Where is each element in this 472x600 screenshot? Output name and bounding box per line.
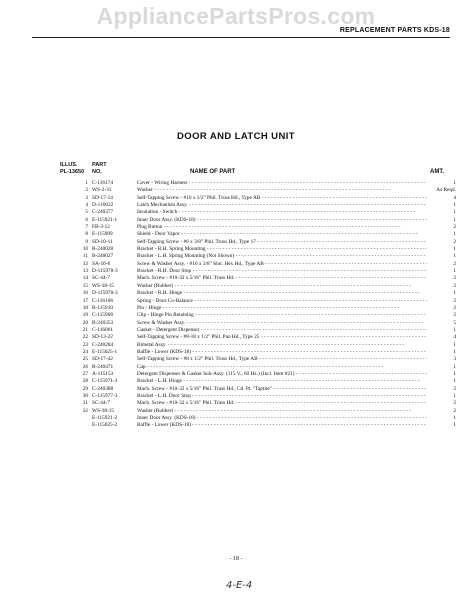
part-name: Clip - Hinge Pin Retaining - - -	[137, 312, 427, 319]
part-amount: 1	[453, 363, 456, 370]
part-name: Self-Tapping Screw - #8 x 1/2" Phil. Truss Hd., Type AB - - -	[137, 356, 427, 363]
item-number: 9	[85, 238, 88, 245]
table-row	[0, 320, 472, 327]
table-row	[0, 202, 472, 209]
table-row	[0, 386, 472, 393]
part-amount: As Reqd.	[436, 187, 456, 194]
part-amount: 2	[453, 238, 456, 245]
part-amount: 1	[453, 231, 456, 238]
table-row	[0, 400, 472, 407]
item-number: 7	[85, 224, 88, 231]
part-name: Latch Mechanism Assy. - - -	[137, 202, 427, 209]
part-number: SD-17-42	[92, 356, 113, 363]
part-name: Inner Door Assy. (KDS-18) - - -	[137, 217, 427, 224]
item-number: 17	[82, 297, 88, 304]
part-amount: 1	[453, 253, 456, 260]
column-header-illus-line1: ILLUS.	[60, 162, 78, 168]
table-row	[0, 393, 472, 400]
part-number: C-240284	[92, 341, 114, 348]
part-number: WS-38-15	[92, 407, 115, 414]
table-row	[0, 364, 472, 371]
part-name: Bracket - L.H. Spring Mounting (Not Shown) - - -	[137, 253, 427, 260]
parts-list	[0, 180, 472, 430]
part-name: Screw & Washer Assy. - #10 x 3/8" Slot. Hex Hd., Type AB - - -	[137, 261, 427, 268]
item-number: 22	[82, 334, 88, 341]
item-number: 16	[82, 290, 88, 297]
table-row	[0, 298, 472, 305]
part-name: Self-Tapping Screw - #6 x 3/8" Phil. Truss Hd., Type 17 - - -	[137, 239, 427, 246]
part-number: C-115977-3	[92, 392, 118, 399]
part-name: Screw & Washer Assy. - - -	[137, 320, 427, 327]
part-amount: 1	[453, 209, 456, 216]
part-name: Mach. Screw - #10-32 x 5/16" Phil. Truss Hd. - - -	[137, 400, 427, 407]
part-amount: 2	[453, 312, 456, 319]
part-number: C-115971-3	[92, 378, 118, 385]
part-number: FB-3-12	[92, 224, 110, 231]
part-name: Washer - - -	[137, 187, 427, 194]
part-number: C-115908	[92, 312, 113, 319]
watermark: AppliancePartsPros.com	[96, 3, 376, 29]
item-number: 11	[82, 253, 88, 260]
table-row	[0, 187, 472, 194]
part-number: C-240377	[92, 209, 114, 216]
part-number: WS-38-15	[92, 282, 115, 289]
table-row	[0, 342, 472, 349]
table-row	[0, 371, 472, 378]
item-number: 30	[82, 392, 88, 399]
part-amount: 1	[453, 348, 456, 355]
item-number: 26	[82, 363, 88, 370]
part-amount: 1	[453, 268, 456, 275]
table-row	[0, 246, 472, 253]
table-row	[0, 217, 472, 224]
part-number: B-240027	[92, 253, 114, 260]
item-number: 31	[82, 400, 88, 407]
table-row	[0, 253, 472, 260]
part-amount: 1	[453, 202, 456, 209]
part-amount: 1	[453, 392, 456, 399]
table-row	[0, 283, 472, 290]
part-name: Inner Door Assy. (KDS-18) - - -	[137, 415, 427, 422]
part-number: SC-44-7	[92, 400, 110, 407]
part-number: D-116022	[92, 202, 114, 209]
part-name: Insulation - Switch - - -	[137, 209, 427, 216]
column-header-name: NAME OF PART	[190, 169, 236, 175]
item-number: 10	[82, 246, 88, 253]
column-header-illus-line2: PL-13650	[60, 169, 85, 175]
part-amount: 2	[453, 385, 456, 392]
part-name: Gasket - Detergent Dispenser - - -	[137, 327, 427, 334]
part-number: B-240471	[92, 363, 114, 370]
part-amount: 2	[453, 304, 456, 311]
part-name: Washer (Rubber) - - -	[137, 408, 427, 415]
part-name: Cover - Wiring Harness - - -	[137, 180, 427, 187]
part-amount: 1	[453, 290, 456, 297]
table-row	[0, 261, 472, 268]
item-number: 14	[82, 275, 88, 282]
part-amount: 1	[453, 246, 456, 253]
part-amount: 2	[453, 400, 456, 407]
item-number: 13	[82, 268, 88, 275]
part-name: Spring - Door Co-Balance - - -	[137, 298, 427, 305]
part-amount: 1	[453, 378, 456, 385]
part-name: Bimetal Assy. - - -	[137, 342, 427, 349]
part-amount: 5	[453, 319, 456, 326]
part-number: D-115970-3	[92, 290, 118, 297]
part-amount: 1	[453, 216, 456, 223]
table-row	[0, 422, 472, 429]
item-number: 27	[82, 370, 88, 377]
part-name: Mach. Screw - #10-32 x 5/16" Phil. Truss Hd., Cd. Pt. "Taptite" - - -	[137, 386, 427, 393]
part-number: A-115153	[92, 370, 114, 377]
part-number: E-115025-1	[92, 348, 118, 355]
table-row	[0, 356, 472, 363]
part-number: E-115921-1	[92, 216, 118, 223]
part-name: Baffle - Lower (KDS-18) - - -	[137, 349, 427, 356]
part-amount: 2	[453, 224, 456, 231]
part-name: Bracket - R.H. Hinge - - -	[137, 290, 427, 297]
section-title: DOOR AND LATCH UNIT	[177, 131, 295, 142]
item-number: 3	[85, 194, 88, 201]
table-row	[0, 327, 472, 334]
table-row	[0, 415, 472, 422]
header-rule	[32, 37, 450, 38]
table-row	[0, 195, 472, 202]
column-header-illus	[60, 162, 84, 176]
item-number: 12	[82, 260, 88, 267]
table-row	[0, 239, 472, 246]
part-name: Bracket - L.H. Hinge - - -	[137, 378, 427, 385]
part-amount: 2	[453, 282, 456, 289]
part-name: Bracket - R.H. Spring Mounting - - -	[137, 246, 427, 253]
item-number: 6	[85, 216, 88, 223]
part-name: Plug Button - - -	[137, 224, 427, 231]
part-name: Bracket - L.H. Door Stop - - -	[137, 393, 427, 400]
part-amount: 2	[453, 297, 456, 304]
item-number: 8	[85, 231, 88, 238]
item-number: 18	[82, 304, 88, 311]
item-number: 24	[82, 348, 88, 355]
table-row	[0, 224, 472, 231]
table-row	[0, 180, 472, 187]
part-number: B-240353	[92, 319, 114, 326]
part-number: C-116061	[92, 326, 113, 333]
part-amount: 1	[453, 180, 456, 186]
part-number: SA-16-6	[92, 260, 111, 267]
part-amount: 1	[453, 326, 456, 333]
item-number: 32	[82, 407, 88, 414]
part-number: B-115910	[92, 304, 113, 311]
part-name: Self-Tapping Screw - #8-18 x 1/2" Phil. Pan Hd., Type 25 - - -	[137, 334, 427, 341]
item-number: 29	[82, 385, 88, 392]
table-row	[0, 305, 472, 312]
table-row	[0, 209, 472, 216]
part-amount: 1	[453, 341, 456, 348]
item-number: 2	[85, 187, 88, 194]
part-number: SD-13-22	[92, 334, 113, 341]
part-number: D-115978-3	[92, 268, 118, 275]
part-name: Mach. Screw - #10-32 x 5/16" Phil. Truss Hd. - - -	[137, 275, 427, 282]
item-number: 1	[85, 180, 88, 186]
part-amount: 1	[453, 415, 456, 421]
table-row	[0, 268, 472, 275]
item-number: 25	[82, 356, 88, 363]
part-amount: 2	[453, 407, 456, 414]
part-name: Cap - - -	[137, 364, 427, 371]
table-row	[0, 290, 472, 297]
part-name: Washer (Rubber) - - -	[137, 283, 427, 290]
table-row	[0, 312, 472, 319]
item-number: 19	[82, 312, 88, 319]
table-row	[0, 231, 472, 238]
part-amount: 4	[453, 194, 456, 201]
part-number: B-240028	[92, 246, 114, 253]
item-number: 20	[82, 319, 88, 326]
header-title: REPLACEMENT PARTS KDS-18	[339, 27, 450, 34]
part-amount: 4	[453, 334, 456, 341]
table-row	[0, 334, 472, 341]
column-header-part	[92, 162, 107, 176]
item-number: 4	[85, 202, 88, 209]
page-number: - 18 -	[229, 556, 243, 562]
column-header-part-line2: NO.	[92, 169, 102, 175]
table-row	[0, 275, 472, 282]
table-row	[0, 349, 472, 356]
part-name: Baffle - Lower (KDS-18) - - -	[137, 422, 427, 429]
part-amount: 1	[453, 422, 456, 429]
part-amount: 3	[453, 356, 456, 363]
part-amount: 2	[453, 260, 456, 267]
part-amount: 2	[453, 275, 456, 282]
part-name: Bracket - R.H. Door Stop - - -	[137, 268, 427, 275]
part-name: Shield - Door Vapor - - -	[137, 231, 427, 238]
table-row	[0, 408, 472, 415]
part-name: Detergent Dispenser & Gasket Sub-Assy. (115 V., 60 Hz.) (Incl. Item #21) - - -	[137, 371, 427, 378]
part-number: SD-17-14	[92, 194, 113, 201]
part-number: C-240388	[92, 385, 114, 392]
part-number: E-115909	[92, 231, 113, 238]
column-header-amt: AMT.	[430, 169, 444, 175]
table-row	[0, 378, 472, 385]
part-number: E-115025-2	[92, 422, 118, 429]
column-header-part-line1: PART	[92, 162, 107, 168]
part-number: C-116106	[92, 297, 113, 304]
part-number: E-115921-2	[92, 415, 118, 421]
part-number: C-116174	[92, 180, 113, 186]
part-number: SC-44-7	[92, 275, 110, 282]
item-number: 15	[82, 282, 88, 289]
part-amount: 1	[453, 370, 456, 377]
item-number: 28	[82, 378, 88, 385]
item-number: 5	[85, 209, 88, 216]
part-number: WS-2-31	[92, 187, 112, 194]
part-name: Pin - Hinge - - -	[137, 305, 427, 312]
item-number: 21	[82, 326, 88, 333]
part-number: SD-10-11	[92, 238, 113, 245]
handwritten-note: 4-E-4	[226, 580, 253, 591]
item-number: 23	[82, 341, 88, 348]
part-name: Self-Tapping Screw - #10 x 1/2" Phil. Truss Hd., Type AB - - -	[137, 195, 427, 202]
